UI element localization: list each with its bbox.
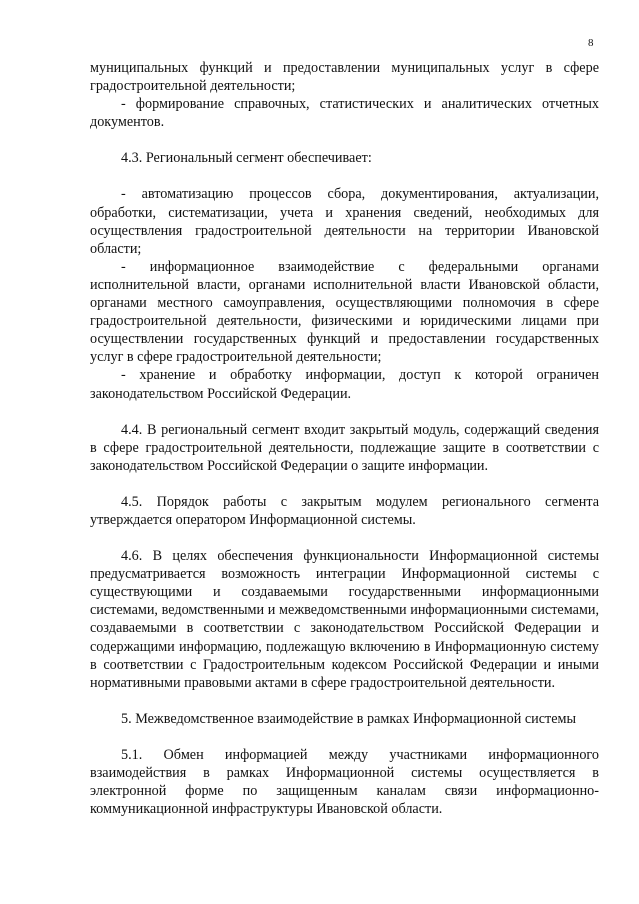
section-5-heading: 5. Межведомственное взаимодействие в рамках Информационной системы (121, 710, 577, 727)
list-item-reports: - формирование справочных, статистических и аналитических отчетных документов. (90, 96, 599, 131)
page-number: 8 (588, 37, 594, 49)
list-item-interaction: - информационное взаимодействие с федеральными органами исполнительной власти, органами исполнительной власти Ивановской области, органами местного самоуправления, осуществляющими полномочия в сфере градостроительной деятельности, физическими и юридическими лицами при осуществлении государственных функций и предоставлении государственных услуг в сфере градостроительной деятельности; (90, 258, 599, 366)
list-item-storage: - хранение и обработку информации, доступ к которой ограничен законодательством Российской Федерации. (90, 367, 599, 402)
document-body (90, 59, 599, 818)
section-4-6: 4.6. В целях обеспечения функциональности Информационной системы предусматривается возможность интеграции Информационной системы с существующими и создаваемыми государственными информационными системами, ведомственными и межведомственными информационными системами, создаваемыми в соответствии с законодательством Российской Федерации и содержащими информацию, подлежащую включению в Информационную систему в соответствии с Градостроительным кодексом Российской Федерации и иными нормативными правовыми актами в сфере градостроительной деятельности. (90, 548, 599, 691)
list-item-automation: - автоматизацию процессов сбора, документирования, актуализации, обработки, систематизации, учета и хранения сведений, необходимых для осуществления градостроительной деятельности на территории Ивановской области; (90, 186, 599, 257)
section-4-4: 4.4. В региональный сегмент входит закрытый модуль, содержащий сведения в сфере градостроительной деятельности, подлежащие защите в соответствии с законодательством Российской Федерации о защите информации. (90, 421, 599, 474)
section-4-5: 4.5. Порядок работы с закрытым модулем регионального сегмента утверждается оператором Информационной системы. (90, 493, 599, 528)
section-5-1: 5.1. Обмен информацией между участниками информационного взаимодействия в рамках Информационной системы осуществляется в электронной форме по защищенным каналам связи информационно-коммуникационной инфраструктуры Ивановской области. (90, 746, 599, 818)
paragraph-continuation: муниципальных функций и предоставлении муниципальных услуг в сфере градостроительной деятельности; (90, 60, 599, 95)
section-4-3-heading: 4.3. Региональный сегмент обеспечивает: (121, 150, 372, 167)
